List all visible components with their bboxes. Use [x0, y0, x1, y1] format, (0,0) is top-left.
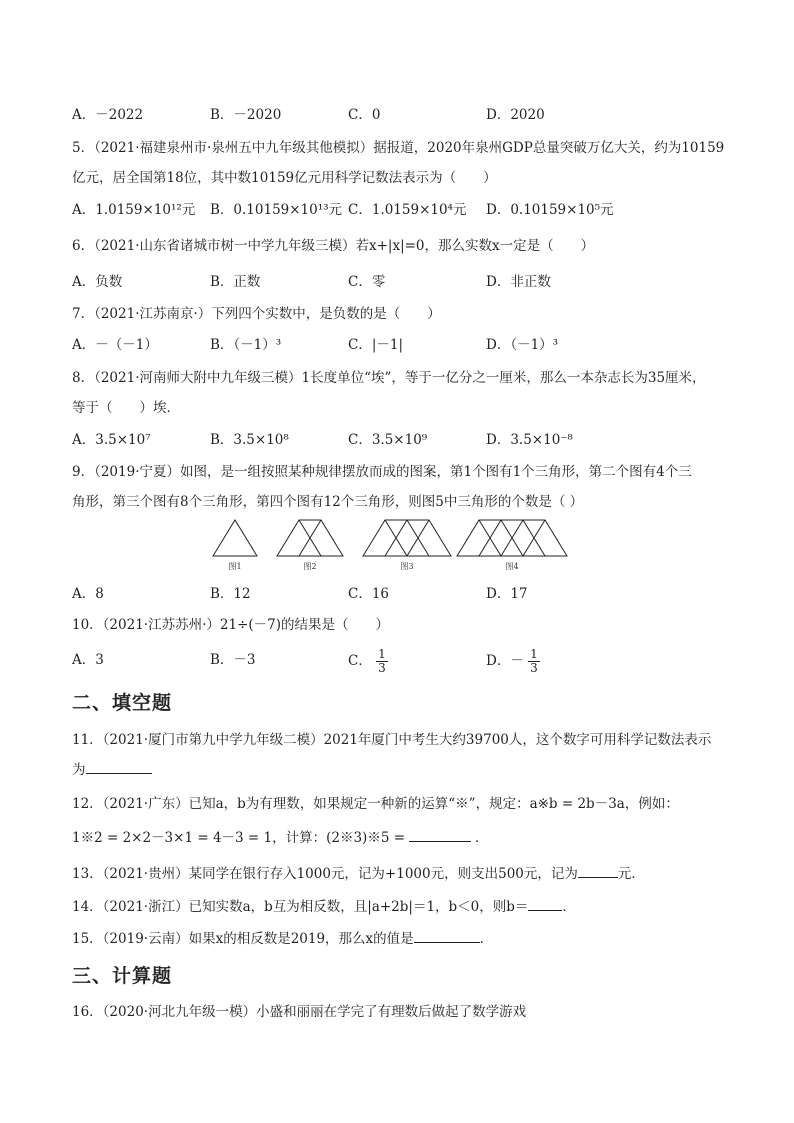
triangle-figure-3	[363, 520, 451, 556]
q8-options	[72, 428, 722, 448]
option-b: B．正数	[210, 274, 261, 290]
section-heading-fill-in: 二、填空题	[72, 692, 173, 714]
option-c: C．1.0159×10⁴元	[348, 202, 467, 218]
option-b: B．（－1）³	[210, 337, 282, 353]
q4-options	[72, 103, 722, 123]
option-a: A．1.0159×10¹²元	[72, 202, 196, 218]
triangle-figure-2	[277, 520, 343, 556]
answer-blank[interactable]	[528, 896, 562, 911]
fraction-one-third	[528, 648, 540, 675]
option-d: D．（－1）³	[486, 337, 559, 353]
q12-stem-text: 1※2 = 2×2－3×1 = 4－3 = 1，计算：(2※3)※5 =	[72, 830, 406, 846]
q12-stem-end: ．	[475, 830, 489, 846]
option-d: D．3.5×10⁻⁸	[486, 432, 573, 448]
q15-stem	[72, 927, 493, 947]
answer-blank[interactable]	[409, 827, 471, 842]
figure-label-3: 图3	[400, 562, 414, 571]
q11-stem-line1: 11．（2021·厦门市第九中学九年级二模）2021年厦门中考生大约39700人，这个数字可用科学记数法表示	[72, 732, 712, 748]
option-b: B．－3	[210, 652, 256, 668]
fraction-numerator: 1	[378, 647, 386, 661]
option-d-label: D．－	[486, 653, 524, 669]
q15-stem-text: 15．（2019·云南）如果x的相反数是2019，那么x的值是	[72, 931, 414, 947]
triangle-figure-4	[457, 520, 567, 556]
fraction-denominator: 3	[530, 661, 538, 675]
q7-stem: 7．（2021·江苏南京·）下列四个实数中，是负数的是（ ）	[72, 306, 441, 322]
option-c: C．0	[348, 107, 381, 123]
option-c-label: C．	[348, 653, 372, 669]
fraction-numerator: 1	[530, 647, 538, 661]
option-b: B．3.5×10⁸	[210, 432, 289, 448]
option-c: C．3.5×10⁹	[348, 432, 428, 448]
option-d: D．2020	[486, 107, 545, 123]
answer-blank[interactable]	[86, 759, 152, 774]
q6-stem: 6．（2021·山东省诸城市树一中学九年级三模）若x+|x|=0，那么实数x一定是（ ）	[72, 238, 595, 254]
answer-blank[interactable]	[414, 928, 480, 943]
q8-stem-line1: 8．（2021·河南师大附中九年级三模）1长度单位“埃”，等于一亿分之一厘米，那么一本杂志长为35厘米，	[72, 370, 706, 386]
q15-stem-end: ．	[479, 931, 494, 947]
triangle-pattern-figure	[200, 516, 570, 572]
section-heading-calculation: 三、计算题	[72, 965, 173, 987]
option-a: A．3	[72, 652, 104, 668]
q11-stem-text: 为	[72, 762, 86, 778]
q6-options	[72, 270, 722, 290]
option-c: C．|－1|	[348, 337, 404, 353]
option-c: C．零	[348, 274, 386, 290]
option-d: D．17	[486, 586, 528, 602]
option-b: B．－2020	[210, 107, 282, 123]
q13-stem-end: 元．	[617, 866, 645, 882]
q14-stem-end: ．	[562, 899, 576, 915]
q13-stem	[72, 862, 645, 882]
figure-label-1: 图1	[228, 562, 242, 571]
option-a: A．－（－1）	[72, 337, 158, 353]
q9-stem-line2: 角形，第三个图有8个三角形，第四个图有12个三角形，则图5中三角形的个数是（ ）	[72, 494, 584, 510]
q14-stem	[72, 895, 576, 915]
option-b: B．0.10159×10¹³元	[210, 202, 343, 218]
triangle-figure-1	[213, 520, 257, 556]
option-c: C．16	[348, 586, 390, 602]
option-a: A．8	[72, 586, 104, 602]
q7-options	[72, 333, 722, 353]
option-d: D．非正数	[486, 274, 551, 290]
q12-stem-line2	[72, 826, 489, 846]
q14-stem-text: 14．（2021·浙江）已知实数a，b互为相反数，且|a+2b|＝1，b＜0，则b＝	[72, 899, 529, 915]
option-c	[348, 648, 486, 675]
q10-options	[72, 648, 722, 675]
q11-stem-line2	[72, 758, 152, 778]
fraction-one-third	[376, 648, 388, 675]
option-d	[486, 648, 624, 675]
option-d: D．0.10159×10⁵元	[486, 202, 614, 218]
q10-stem: 10．（2021·江苏苏州·）21÷(－7)的结果是（ ）	[72, 617, 389, 633]
q13-stem-text: 13．（2021·贵州）某同学在银行存入1000元，记为+1000元，则支出500元，记为	[72, 866, 578, 882]
answer-blank[interactable]	[578, 863, 618, 878]
fraction-denominator: 3	[378, 661, 386, 675]
q8-stem-line2: 等于（ ）埃．	[72, 400, 180, 416]
q12-stem-line1: 12．（2021·广东）已知a，b为有理数，如果规定一种新的运算“※”，规定：a※b = 2b－3a，例如：	[72, 796, 679, 812]
option-a: A．负数	[72, 274, 123, 290]
figure-label-4: 图4	[505, 562, 519, 571]
figure-label-2: 图2	[303, 562, 317, 571]
option-b: B．12	[210, 586, 251, 602]
q5-stem-line2: 亿元，居全国第18位，其中数10159亿元用科学记数法表示为（ ）	[72, 170, 497, 186]
option-a: A．－2022	[72, 107, 144, 123]
q9-options	[72, 582, 722, 602]
q5-stem-line1: 5．（2021·福建泉州市·泉州五中九年级其他模拟）据报道，2020年泉州GDP总量突破万亿大关，约为10159	[72, 140, 725, 156]
q16-stem: 16．（2020·河北九年级一模）小盛和丽丽在学完了有理数后做起了数学游戏	[72, 1004, 527, 1020]
option-a: A．3.5×10⁷	[72, 432, 151, 448]
q9-stem-line1: 9．（2019·宁夏）如图，是一组按照某种规律摆放而成的图案，第1个图有1个三角形，第二个图有4个三	[72, 464, 692, 480]
q5-options	[72, 198, 722, 218]
